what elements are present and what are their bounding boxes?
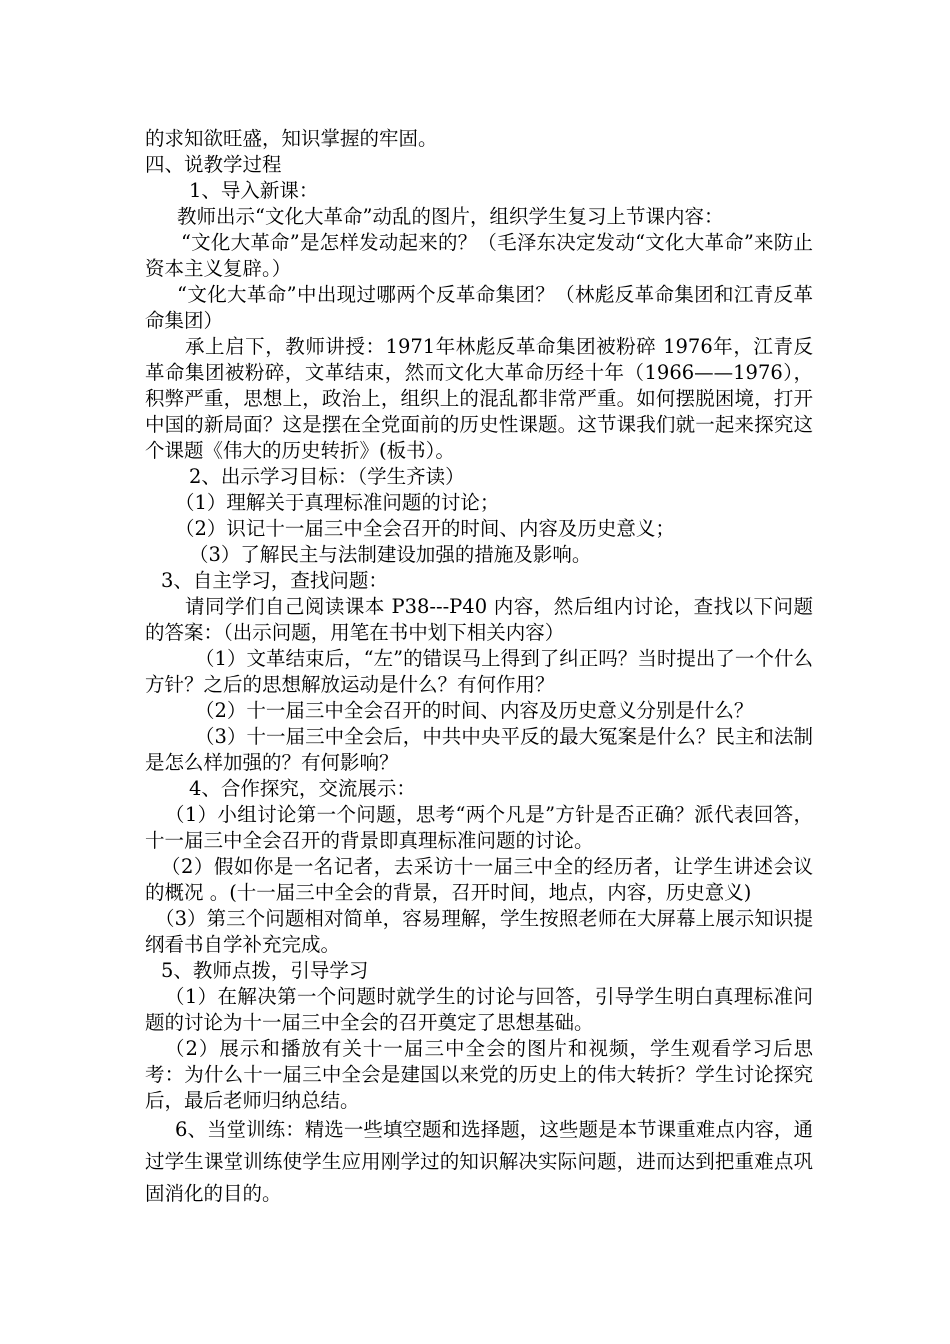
section-heading: 四、说教学过程 <box>145 153 282 176</box>
document-body <box>145 126 813 1210</box>
list-item: （2）假如你是一名记者，去采访十一届三中全的经历者，让学生讲述会议的概况 。(十一届三中全会的背景，召开时间，地点，内容，历史意义) <box>145 855 813 904</box>
list-item: （1）理解关于真理标准问题的讨论； <box>175 491 500 514</box>
list-item: （2）展示和播放有关十一届三中全会的图片和视频，学生观看学习后思考：为什么十一届三中全会是建国以来党的历史上的伟大转折？学生讨论探究后，最后老师归纳总结。 <box>145 1037 813 1112</box>
paragraph-continuation: 的求知欲旺盛，知识掌握的牢固。 <box>145 127 438 150</box>
step-heading-6: 6、当堂训练：精选一些填空题和选择题，这些题是本节课重难点内容，通过学生课堂训练使学生应用刚学过的知识解决实际问题，进而达到把重难点巩固消化的目的。 <box>145 1118 813 1205</box>
paragraph: 教师出示“文化大革命”动乱的图片，组织学生复习上节课内容： <box>177 205 724 228</box>
question-item: （2）十一届三中全会召开的时间、内容及历史意义分别是什么？ <box>195 699 754 722</box>
paragraph: “文化大革命”中出现过哪两个反革命集团？（林彪反革命集团和江青反革命集团） <box>145 283 813 332</box>
paragraph: “文化大革命”是怎样发动起来的？（毛泽东决定发动“文化大革命”来防止资本主义复辟。） <box>145 231 813 280</box>
list-item: （1）小组讨论第一个问题，思考“两个凡是”方针是否正确？派代表回答，十一届三中全会召开的背景即真理标准问题的讨论。 <box>145 803 813 852</box>
paragraph: 承上启下，教师讲授：1971年林彪反革命集团被粉碎 1976年，江青反革命集团被粉碎，文革结束，然而文化大革命历经十年（1966——1976），积弊严重，思想上，政治上，组织上的混乱都非常严重。如何摆脱困境，打开中国的新局面？这是摆在全党面前的历史性课题。这节课我们就一起来探究这个课题《伟大的历史转折》(板书）。 <box>145 335 813 462</box>
paragraph: 请同学们自己阅读课本 P38---P40 内容，然后组内讨论，查找以下问题的答案：（出示问题，用笔在书中划下相关内容） <box>145 595 813 644</box>
step-heading-3: 3、自主学习，查找问题： <box>161 569 388 592</box>
list-item: （3）了解民主与法制建设加强的措施及影响。 <box>189 543 592 566</box>
list-item: （3）第三个问题相对简单，容易理解，学生按照老师在大屏幕上展示知识提纲看书自学补充完成。 <box>145 907 813 956</box>
list-item: （2）识记十一届三中全会召开的时间、内容及历史意义； <box>175 517 675 540</box>
step-heading-1: 1、导入新课： <box>189 179 319 202</box>
step-heading-2: 2、出示学习目标：（学生齐读） <box>189 465 465 488</box>
step-heading-5: 5、教师点拨，引导学习 <box>161 959 369 982</box>
question-item: （3）十一届三中全会后，中共中央平反的最大冤案是什么？民主和法制是怎么样加强的？有何影响？ <box>145 725 813 774</box>
step-heading-4: 4、合作探究，交流展示： <box>189 777 416 800</box>
list-item: （1）在解决第一个问题时就学生的讨论与回答，引导学生明白真理标准问题的讨论为十一届三中全会的召开奠定了思想基础。 <box>145 985 813 1034</box>
question-item: （1）文革结束后，“左”的错误马上得到了纠正吗？当时提出了一个什么方针？之后的思想解放运动是什么？有何作用？ <box>145 647 813 696</box>
